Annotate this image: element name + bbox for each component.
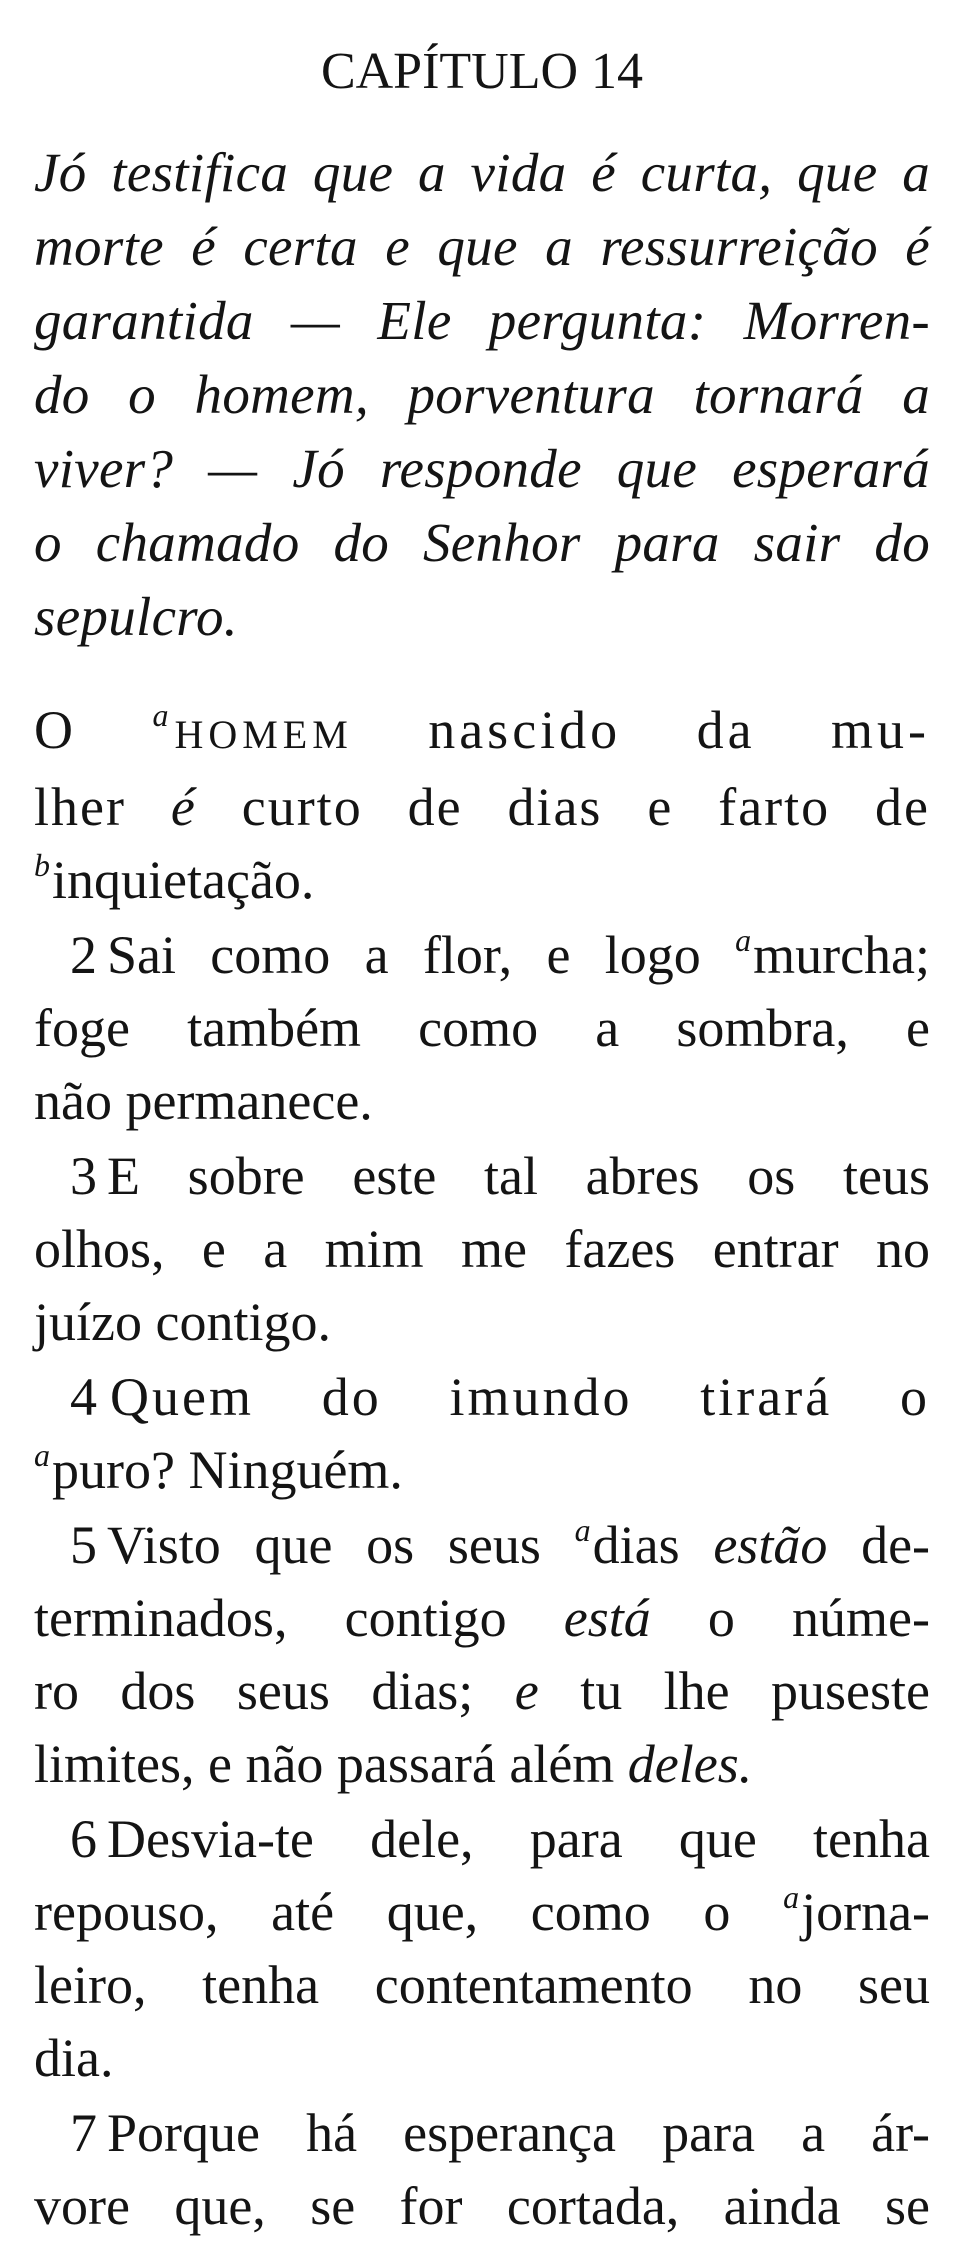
footnote-marker[interactable]: a	[34, 1437, 50, 1473]
verse-line: terminados, contigo está o núme-	[34, 1588, 930, 1648]
chapter-summary	[34, 136, 930, 654]
verse-line: não permanece.	[34, 1071, 373, 1131]
verse-line: vore que, se for cortada, ainda se	[34, 2176, 930, 2236]
verse-line: limites, e não passará além deles.	[34, 1734, 753, 1794]
verse-2	[34, 919, 930, 1138]
summary-line: viver? — Jó responde que esperará	[34, 438, 930, 499]
verse-line: 7 Porque há esperança para a ár-	[70, 2103, 930, 2163]
verse-line: dia.	[34, 2028, 114, 2088]
verse-4	[34, 1361, 930, 1507]
italic-word: está	[563, 1588, 651, 1648]
verse-line: O $^a$HOMEM nascido da mu-	[34, 697, 930, 760]
verse-7	[34, 2097, 930, 2243]
page	[34, 0, 930, 2245]
verse-1	[34, 694, 930, 917]
summary-line: Jó testifica que a vida é curta, que a	[34, 142, 930, 203]
verse-line: $^a$puro? Ninguém.	[34, 1437, 403, 1500]
verse-3	[34, 1140, 930, 1359]
footnote-marker[interactable]: a	[735, 922, 752, 958]
verse-line: leiro, tenha contentamento no seu	[34, 1955, 930, 2015]
summary-line: do o homem, porventura tornará a	[34, 364, 930, 425]
verse-number: 3	[70, 1146, 97, 1206]
verse-line: olhos, e a mim me fazes entrar no	[34, 1219, 930, 1279]
verses	[34, 694, 930, 2243]
verse-number: 2	[70, 925, 97, 985]
verse-line: repouso, até que, como o $^a$jorna-	[34, 1879, 931, 1942]
footnote-marker[interactable]: b	[34, 847, 50, 883]
verse-line: $^b$inquietação.	[34, 847, 315, 910]
verse-6	[34, 1803, 930, 2095]
verse-line: 6 Desvia-te dele, para que tenha	[70, 1809, 930, 1869]
italic-word: deles.	[627, 1734, 753, 1794]
verse-line: foge também como a sombra, e	[34, 998, 930, 1058]
footnote-marker[interactable]: a	[152, 697, 173, 733]
italic-word: é	[170, 777, 197, 837]
verse-line: 3 E sobre este tal abres os teus	[70, 1146, 930, 1206]
verse-number: 6	[70, 1809, 97, 1869]
verse-line: 2 Sai como a flor, e logo $^a$murcha;	[70, 922, 931, 985]
summary-line: morte é certa e que a ressurreição é	[34, 216, 930, 277]
verse-number: 7	[70, 2103, 97, 2163]
verse-number: 4	[70, 1367, 100, 1427]
verse-line: 5 Visto que os seus $^a$dias estão de-	[70, 1512, 931, 1575]
summary-line: o chamado do Senhor para sair do	[34, 512, 930, 573]
verse-line: lher é curto de dias e farto de	[34, 777, 931, 837]
italic-word: e	[514, 1661, 539, 1721]
summary-line: sepulcro.	[34, 586, 238, 647]
verse-number: 5	[70, 1515, 97, 1575]
footnote-marker[interactable]: a	[783, 1879, 800, 1915]
summary-line: garantida — Ele pergunta: Morren-	[34, 290, 930, 351]
italic-word: estão	[713, 1515, 828, 1575]
verse-line: ro dos seus dias; e tu lhe puseste	[34, 1661, 931, 1721]
small-caps-word: HOMEM	[174, 712, 353, 757]
verse-line: 4 Quem do imundo tirará o	[70, 1367, 930, 1427]
first-letter: O	[34, 700, 77, 760]
verse-line: juízo contigo.	[34, 1292, 331, 1352]
chapter-title: CAPÍTULO 14	[320, 43, 644, 100]
verse-5	[34, 1509, 930, 1801]
footnote-marker[interactable]: a	[574, 1512, 591, 1548]
